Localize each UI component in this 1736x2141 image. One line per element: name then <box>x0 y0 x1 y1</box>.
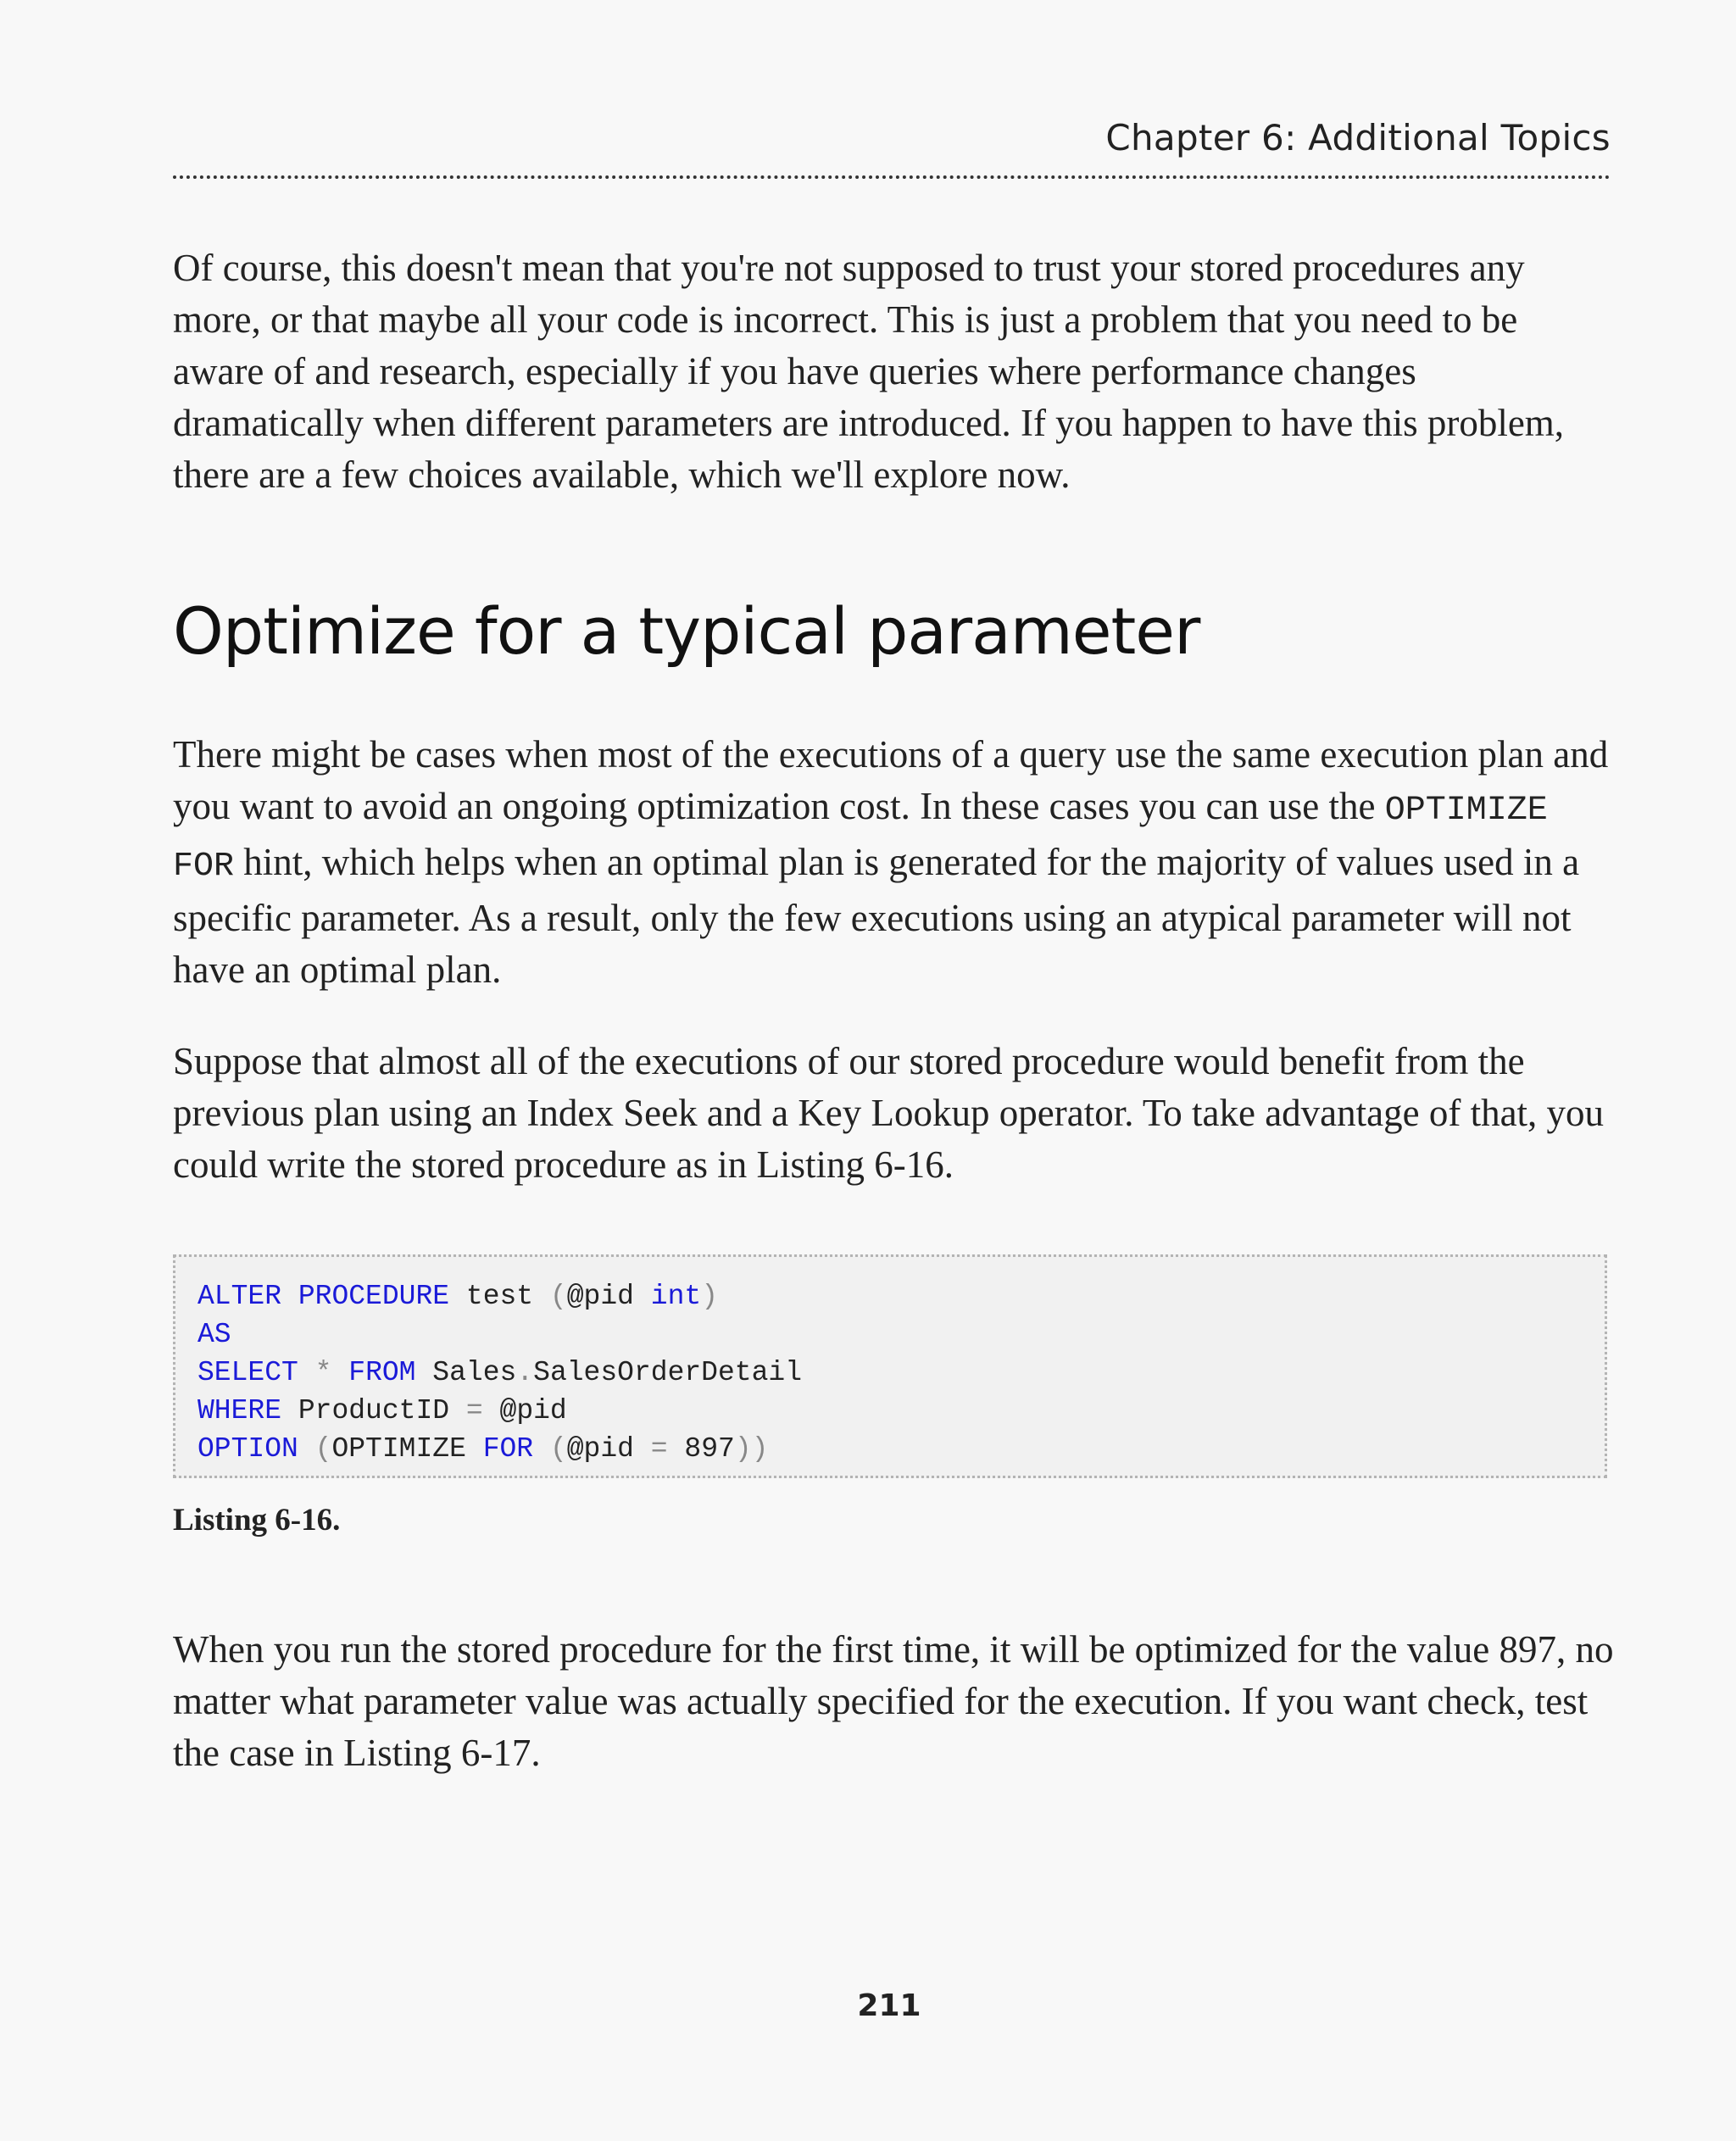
running-header: Chapter 6: Additional Topics <box>1105 117 1611 158</box>
code-keyword: WHERE <box>198 1395 282 1426</box>
header-divider <box>173 175 1611 179</box>
code-line-5 <box>198 1430 1605 1468</box>
code-keyword: PROCEDURE <box>298 1281 450 1312</box>
code-identifier: Sales <box>432 1357 517 1388</box>
code-line-1 <box>198 1277 1605 1315</box>
paragraph-suppose: Suppose that almost all of the executions of our stored procedure would benefit from the previous plan using an Index Seek and a Key Lookup operator. To take advantage of that, you could write the stored procedure as in Listing 6-16. <box>173 1040 1605 1186</box>
code-keyword: FOR <box>482 1433 534 1465</box>
code-punctuation: ) <box>701 1281 718 1312</box>
code-keyword: SELECT <box>198 1357 298 1388</box>
code-operator: = <box>465 1395 483 1426</box>
code-keyword: OPTION <box>198 1433 298 1465</box>
code-punctuation: )) <box>734 1433 769 1465</box>
code-punctuation: ( <box>549 1433 567 1465</box>
code-listing <box>173 1254 1607 1478</box>
code-line-3 <box>198 1354 1605 1392</box>
page-number: 211 <box>857 1988 921 2023</box>
code-operator: = <box>650 1433 668 1465</box>
code-line-2 <box>198 1315 1605 1354</box>
code-parameter: @pid <box>566 1281 634 1312</box>
listing-caption: Listing 6-16. <box>173 1503 341 1538</box>
code-identifier: test <box>465 1281 534 1312</box>
code-keyword: int <box>650 1281 702 1312</box>
paragraph-first-run: When you run the stored procedure for the first time, it will be optimized for the value 897, no matter what parameter value was actually specified for the execution. If you want check, test the case in Listing 6-17. <box>173 1628 1614 1774</box>
code-keyword: AS <box>198 1319 231 1350</box>
code-keyword: FROM <box>348 1357 416 1388</box>
code-line-4 <box>198 1392 1605 1430</box>
code-punctuation: . <box>516 1357 534 1388</box>
inline-code: OPTIMIZE FOR <box>173 792 1548 886</box>
code-keyword: ALTER <box>198 1281 282 1312</box>
code-identifier: SalesOrderDetail <box>533 1357 802 1388</box>
code-identifier: ProductID <box>298 1395 450 1426</box>
section-heading: Optimize for a typical parameter <box>173 593 1200 669</box>
code-parameter: @pid <box>566 1433 634 1465</box>
paragraph-optimize-for <box>173 729 1614 996</box>
paragraph-text: hint, which helps when an optimal plan is generated for the majority of values used in a specific parameter. As a result, only the few executions using an atypical parameter will not have an optimal plan. <box>173 841 1580 991</box>
code-parameter: @pid <box>499 1395 567 1426</box>
paragraph-intro: Of course, this doesn't mean that you're not supposed to trust your stored procedures any more, or that maybe all your code is incorrect. This is just a problem that you need to be aware of and research, especially if you have queries where performance changes dramatically when different parameters are introduced. If you happen to have this problem, there are a few choices available, which we'll explore now. <box>173 247 1565 496</box>
code-operator: * <box>314 1357 332 1388</box>
code-number: 897 <box>684 1433 735 1465</box>
code-punctuation: ( <box>314 1433 332 1465</box>
code-punctuation: ( <box>549 1281 567 1312</box>
code-identifier: OPTIMIZE <box>331 1433 466 1465</box>
paragraph-text: There might be cases when most of the executions of a query use the same execution plan and you want to avoid an ongoing optimization cost. In these cases you can use the <box>173 733 1609 827</box>
